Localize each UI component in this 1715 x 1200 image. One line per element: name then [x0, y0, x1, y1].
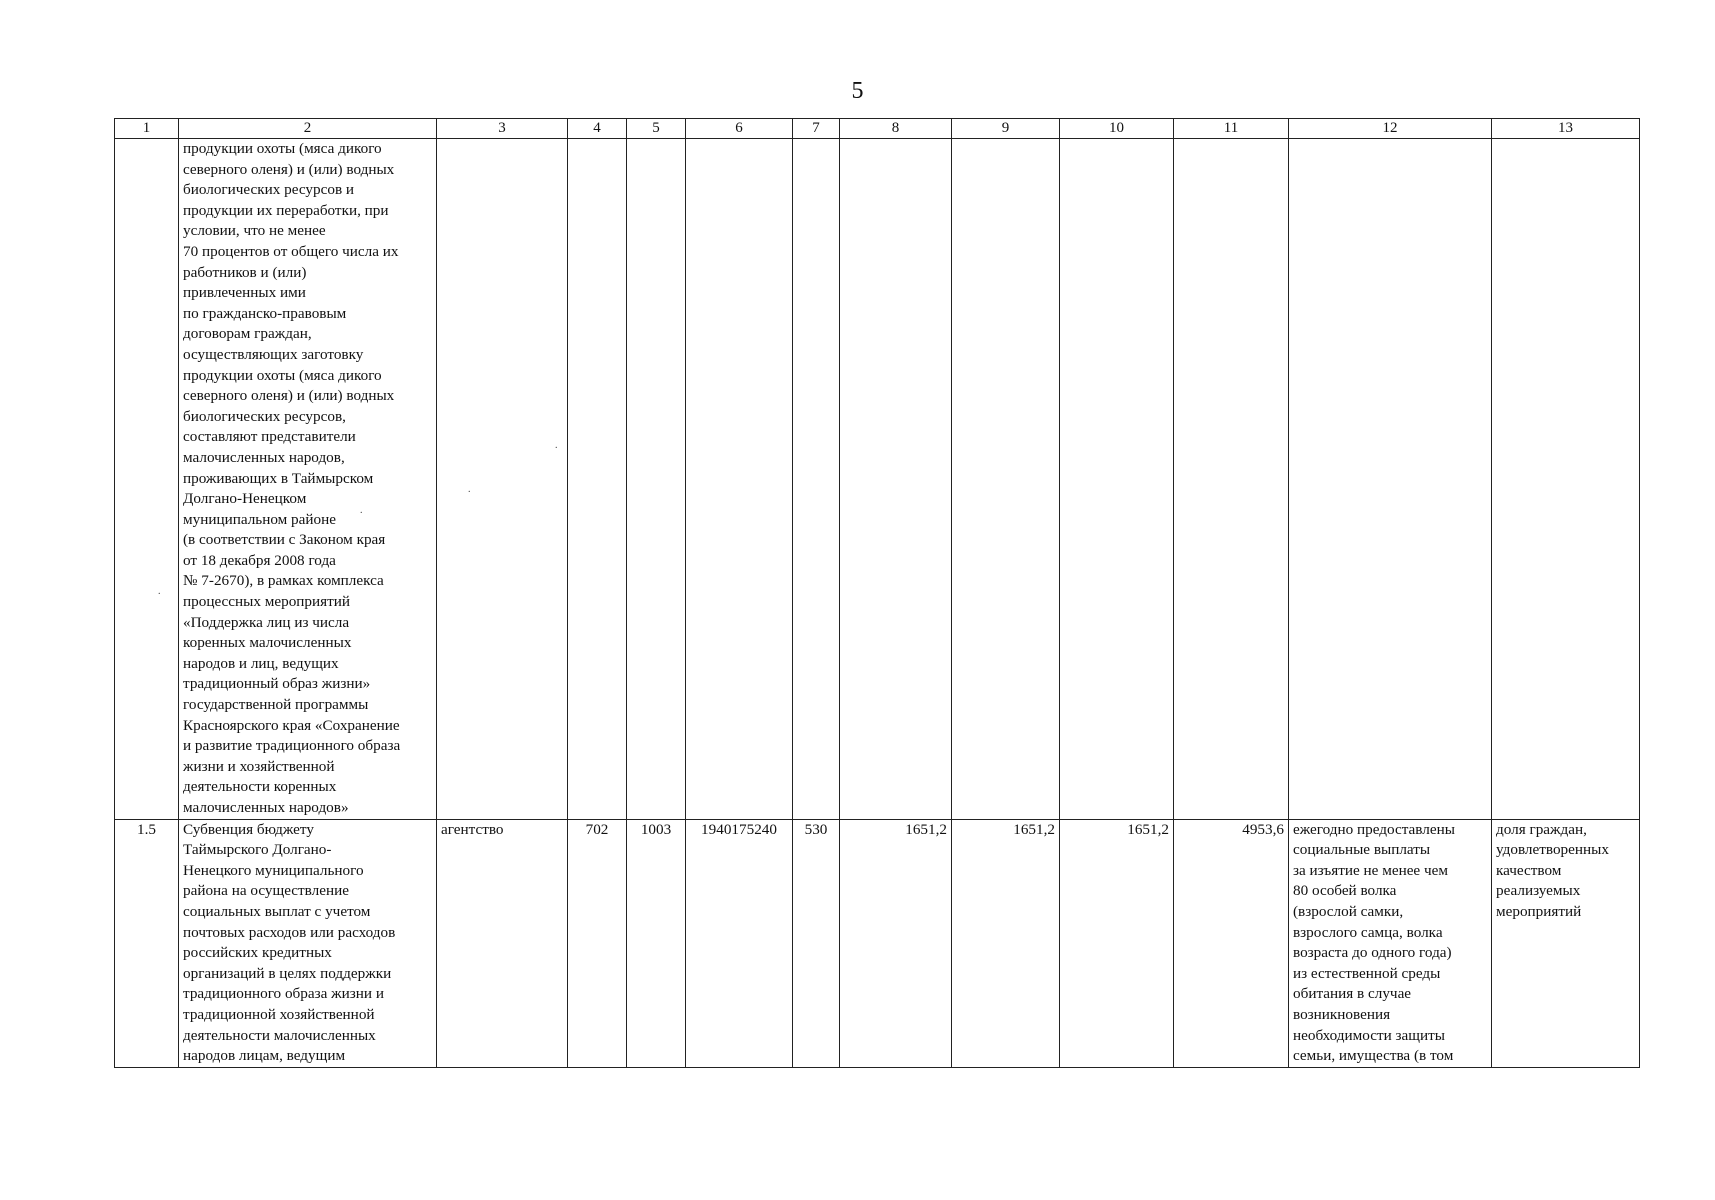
- column-header-11: 11: [1174, 119, 1289, 139]
- column-header-10: 10: [1060, 119, 1174, 139]
- page-number: 5: [851, 78, 864, 104]
- scan-speck: .: [468, 484, 471, 495]
- cell-grbs: 702: [568, 819, 627, 1067]
- header-row: [115, 119, 1640, 139]
- column-header-2: 2: [179, 119, 437, 139]
- cell-result: ежегодно предоставлены социальные выплаты за изъятие не менее чем 80 особей волка (взрослой самки, взрослого самца, волка возраста до одного года) из естественной среды обитания в случае возникновения необходимости защиты семьи, имущества (в том: [1289, 819, 1492, 1067]
- cell-number: 1.5: [115, 819, 179, 1067]
- budget-table: [114, 118, 1640, 1068]
- cell-csr: 1940175240: [686, 819, 793, 1067]
- table-row-1-5: [115, 819, 1640, 1067]
- column-header-12: 12: [1289, 119, 1492, 139]
- cell-executor: агентство: [437, 819, 568, 1067]
- cell-total: 4953,6: [1174, 819, 1289, 1067]
- cell-description: продукции охоты (мяса дикого северного оленя) и (или) водных биологических ресурсов и продукции их переработки, при условии, что не менее 70 процентов от общего числа их работников и (или) привлеченных ими по гражданско-правовым договорам граждан, осуществляющих заготовку продукции охоты (мяса дикого северного оленя) и (или) водных биологических ресурсов, составляют представители малочисленных народов, проживающих в Таймырском Долгано-Ненецком муниципальном районе (в соответствии с Законом края от 18 декабря 2008 года № 7-2670), в рамках комплекса процессных мероприятий «Поддержка лиц из числа коренных малочисленных народов и лиц, ведущих традиционный образ жизни» государственной программы Красноярского края «Сохранение и развитие традиционного образа жизни и хозяйственной деятельности коренных малочисленных народов»: [179, 139, 437, 820]
- column-header-4: 4: [568, 119, 627, 139]
- column-header-8: 8: [840, 119, 952, 139]
- cell-year1: 1651,2: [840, 819, 952, 1067]
- cell-description: Субвенция бюджету Таймырского Долгано- Ненецкого муниципального района на осуществление социальных выплат с учетом почтовых расходов или расходов российских кредитных организаций в целях поддержки традиционного образа жизни и традиционной хозяйственной деятельности малочисленных народов лицам, ведущим: [179, 819, 437, 1067]
- scan-speck: .: [555, 440, 558, 451]
- column-header-3: 3: [437, 119, 568, 139]
- column-header-13: 13: [1492, 119, 1640, 139]
- column-header-9: 9: [952, 119, 1060, 139]
- column-header-1: 1: [115, 119, 179, 139]
- cell-vr: 530: [793, 819, 840, 1067]
- continuation-row: [115, 139, 1640, 820]
- scan-speck: .: [158, 586, 161, 597]
- cell-year2: 1651,2: [952, 819, 1060, 1067]
- cell-rzpr: 1003: [627, 819, 686, 1067]
- column-header-5: 5: [627, 119, 686, 139]
- column-header-7: 7: [793, 119, 840, 139]
- cell-indicator: доля граждан, удовлетворенных качеством реализуемых мероприятий: [1492, 819, 1640, 1067]
- column-header-6: 6: [686, 119, 793, 139]
- scan-speck: .: [360, 505, 363, 516]
- cell-year3: 1651,2: [1060, 819, 1174, 1067]
- cell-number: [115, 139, 179, 820]
